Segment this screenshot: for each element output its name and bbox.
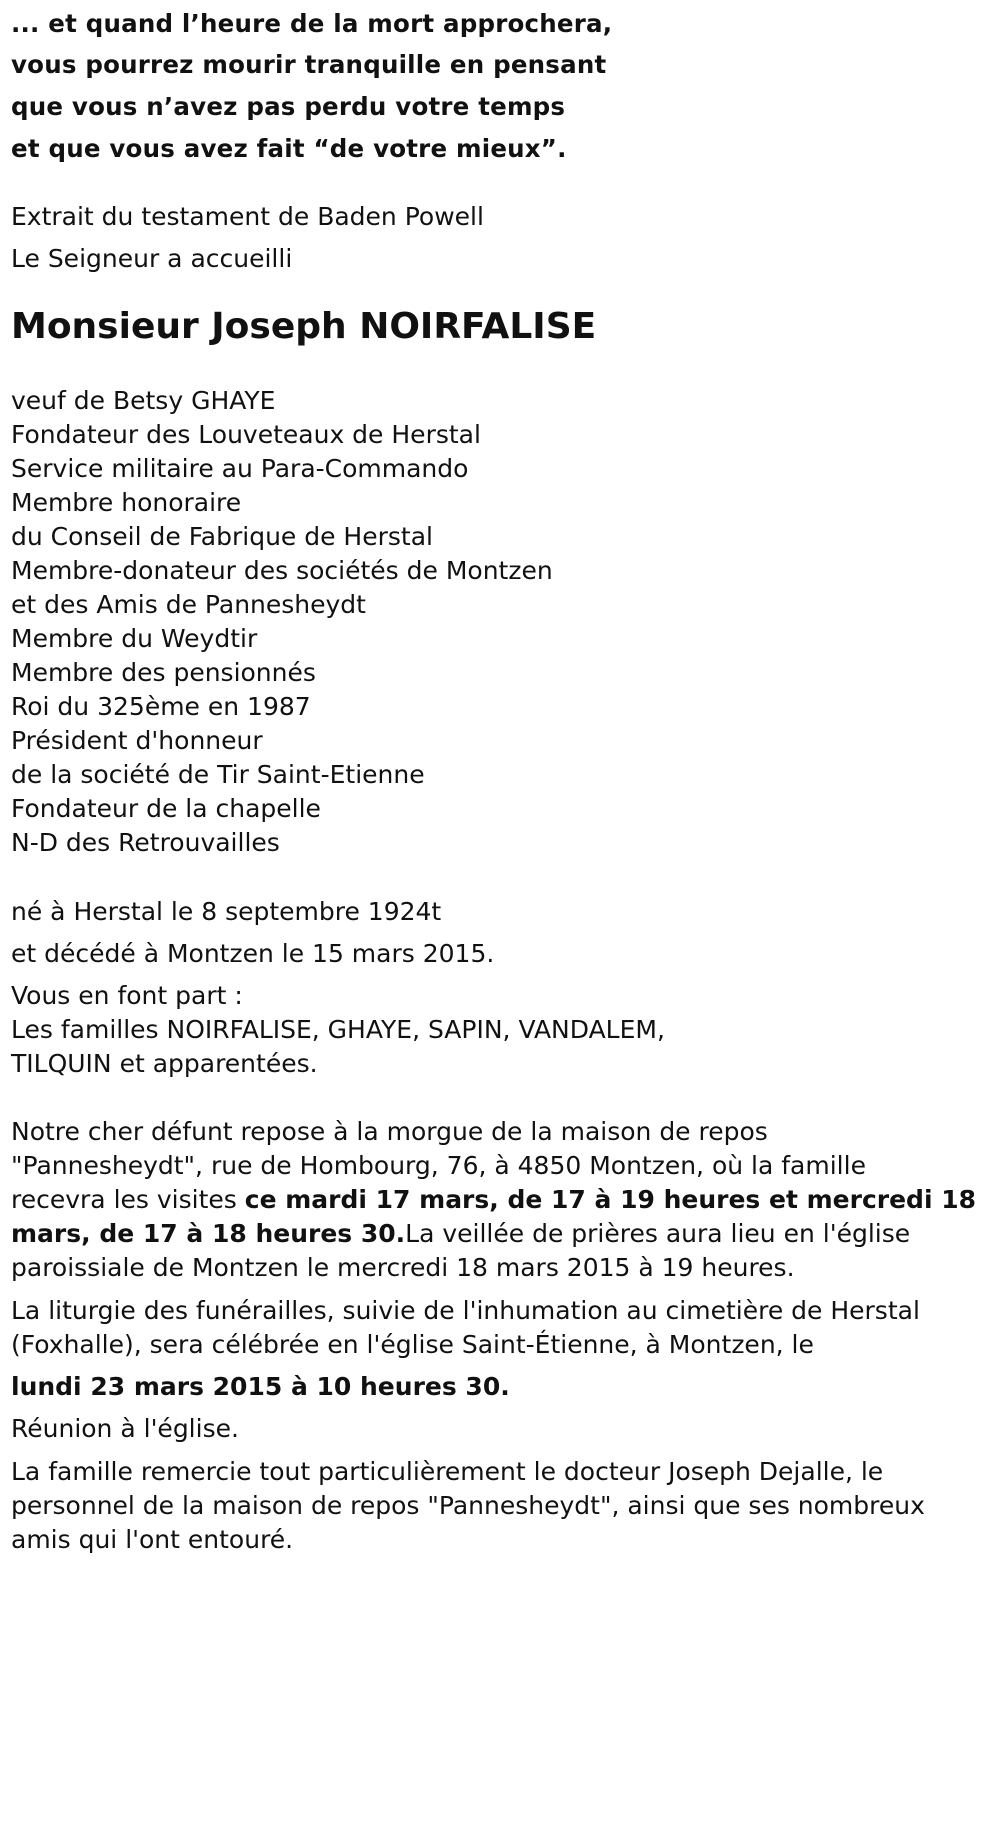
title-line: Membre-donateur des sociétés de Montzen	[11, 556, 553, 585]
visit-hours-bold: mars, de 17 à 18 heures 30.	[11, 1219, 406, 1248]
thanks-line: La famille remercie tout particulièrement le docteur Joseph Dejalle, le	[11, 1457, 884, 1486]
title-line: et des Amis de Pannesheydt	[11, 590, 366, 619]
visit-hours-bold: ce mardi 17 mars, de 17 à 19 heures et mercredi 18	[244, 1185, 977, 1214]
announce-line: Vous en font part :	[11, 981, 243, 1010]
title-line: veuf de Betsy GHAYE	[11, 386, 276, 415]
title-line: N-D des Retrouvailles	[11, 828, 280, 857]
title-line: du Conseil de Fabrique de Herstal	[11, 522, 433, 551]
title-line: Fondateur des Louveteaux de Herstal	[11, 420, 481, 449]
quote-line: ... et quand l’heure de la mort approchera,	[11, 9, 613, 38]
title-line: Roi du 325ème en 1987	[11, 692, 311, 721]
visit-line	[11, 1217, 910, 1251]
title-line: Membre du Weydtir	[11, 624, 258, 653]
meeting-info: Réunion à l'église.	[11, 1414, 239, 1443]
birth-info: né à Herstal le 8 septembre 1924t	[11, 897, 442, 926]
visit-line: paroissiale de Montzen le mercredi 18 mars 2015 à 19 heures.	[11, 1253, 795, 1282]
announce-line: Les familles NOIRFALISE, GHAYE, SAPIN, VANDALEM,	[11, 1015, 665, 1044]
death-info: et décédé à Montzen le 15 mars 2015.	[11, 939, 495, 968]
funeral-line: (Foxhalle), sera célébrée en l'église Saint-Étienne, à Montzen, le	[11, 1330, 814, 1359]
visit-line: "Pannesheydt", rue de Hombourg, 76, à 4850 Montzen, où la famille	[11, 1151, 866, 1180]
title-line: Président d'honneur	[11, 726, 263, 755]
title-line: Membre honoraire	[11, 488, 242, 517]
quote-line: et que vous avez fait “de votre mieux”.	[11, 134, 567, 163]
funeral-date: lundi 23 mars 2015 à 10 heures 30.	[11, 1372, 510, 1401]
vigil-text: La veillée de prières aura lieu en l'église	[405, 1219, 911, 1248]
title-line: de la société de Tir Saint-Etienne	[11, 760, 425, 789]
quote-line: que vous n’avez pas perdu votre temps	[11, 92, 566, 121]
title-line: Fondateur de la chapelle	[11, 794, 321, 823]
thanks-line: amis qui l'ont entouré.	[11, 1525, 294, 1554]
visit-line	[11, 1183, 976, 1217]
quote-line: vous pourrez mourir tranquille en pensant	[11, 50, 607, 79]
visit-line: Notre cher défunt repose à la morgue de la maison de repos	[11, 1117, 768, 1146]
title-line: Service militaire au Para-Commando	[11, 454, 469, 483]
deceased-name: Monsieur Joseph NOIRFALISE	[11, 306, 597, 347]
intro-text: Le Seigneur a accueilli	[11, 244, 293, 273]
thanks-line: personnel de la maison de repos "Pannesheydt", ainsi que ses nombreux	[11, 1491, 925, 1520]
quote-source: Extrait du testament de Baden Powell	[11, 202, 484, 231]
announce-line: TILQUIN et apparentées.	[11, 1049, 318, 1078]
funeral-line: La liturgie des funérailles, suivie de l'inhumation au cimetière de Herstal	[11, 1296, 920, 1325]
title-line: Membre des pensionnés	[11, 658, 316, 687]
visit-text: recevra les visites	[11, 1185, 245, 1214]
